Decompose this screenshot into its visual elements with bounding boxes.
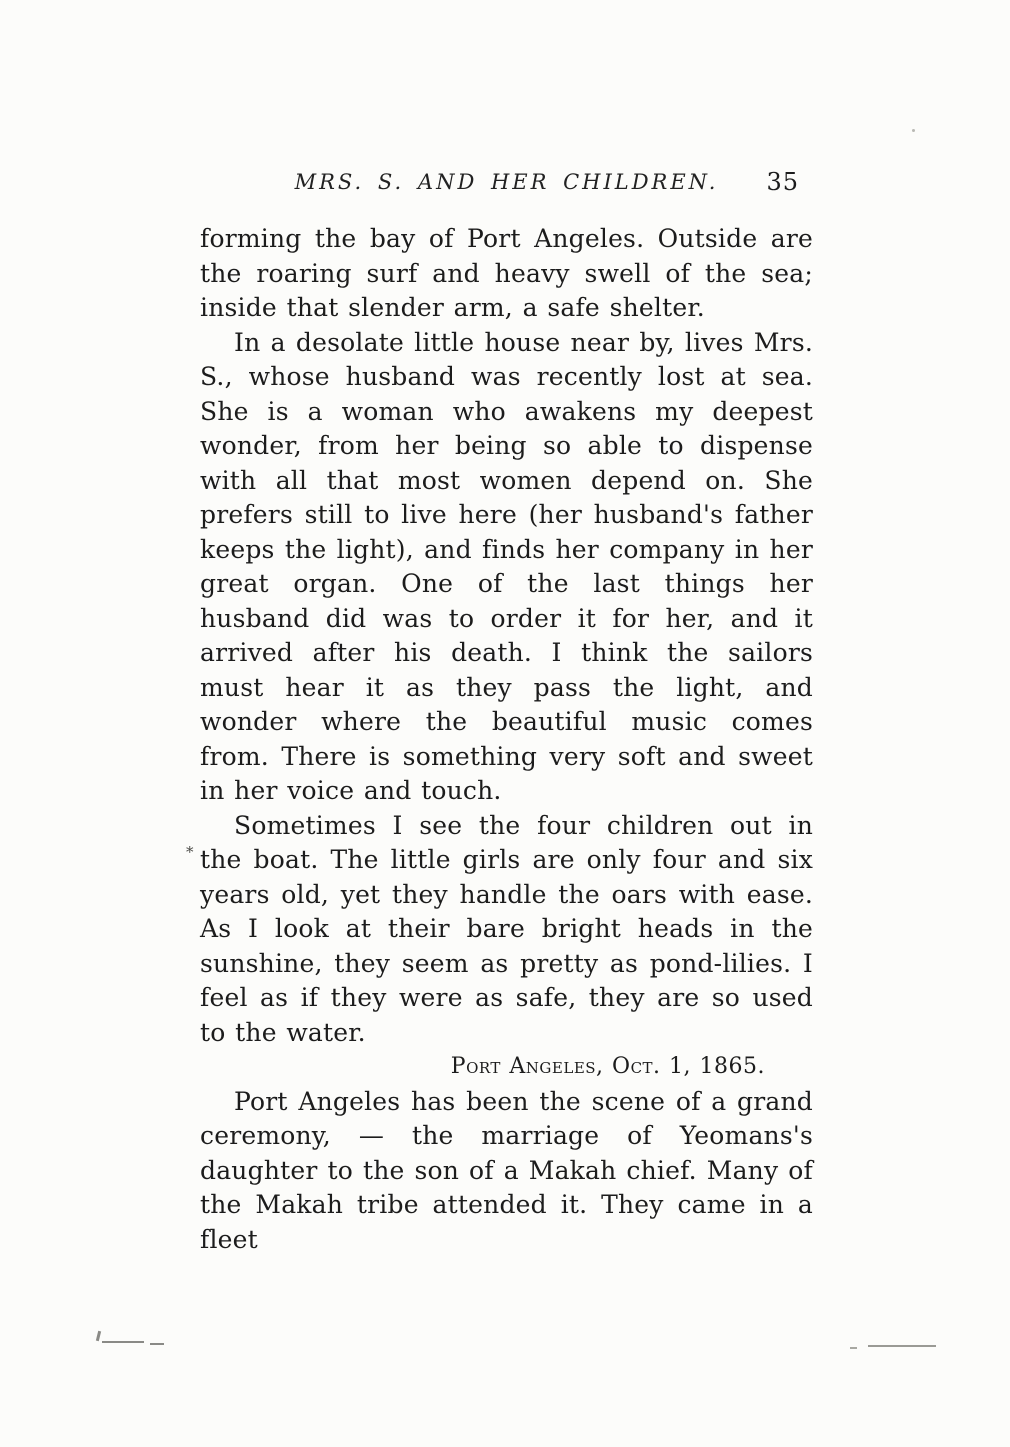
running-title: MRS. S. AND HER CHILDREN. [294,170,719,194]
scan-artifact-bottom-left [102,1341,144,1343]
paragraph: Port Angeles has been the scene of a grand ceremony, — the marriage of Yeomans's daughter to the son of a Makah chief. Many of the Makah tribe attended it. They came in a fleet [200,1086,813,1254]
paragraph: Sometimes I see the four children out in the boat. The little girls are only four and six years old, yet they handle the oars with ease. As I look at their bare bright heads in the sunshine, they seem as pretty as pond-lilies. I feel as if they were as safe, they are so used to the water. [200,810,813,1047]
scan-artifact-bottom-left [96,1331,101,1341]
scan-artifact-dot [912,129,915,132]
paragraph: In a desolate little house near by, lives Mrs. S., whose husband was recently lost at sea. She is a woman who awakens my deepest wonder, from her being so able to dispense with all that most women depend on. She prefers still to live here (her husband's father keeps the light), and finds her company in her great organ. One of the last things her husband did was to order it for her, and it arrived after his death. I think the sailors must hear it as they pass the light, and wonder where the beautiful music comes from. There is something very soft and sweet in her voice and touch. [200,327,813,805]
scan-artifact-bottom-right [868,1345,936,1347]
scan-artifact-bottom-left [150,1343,164,1345]
dateline: Port Angeles, Oct. 1, 1865. [450,1054,765,1079]
paragraph-continuation: forming the bay of Port Angeles. Outside are the roaring surf and heavy swell of the sea; inside that slender arm, a safe shelter. [200,224,813,322]
page-header [200,170,813,200]
page-number: 35 [766,168,799,196]
margin-mark: * [186,843,194,861]
scan-artifact-bottom-right [850,1347,857,1349]
page-body [200,222,813,1257]
